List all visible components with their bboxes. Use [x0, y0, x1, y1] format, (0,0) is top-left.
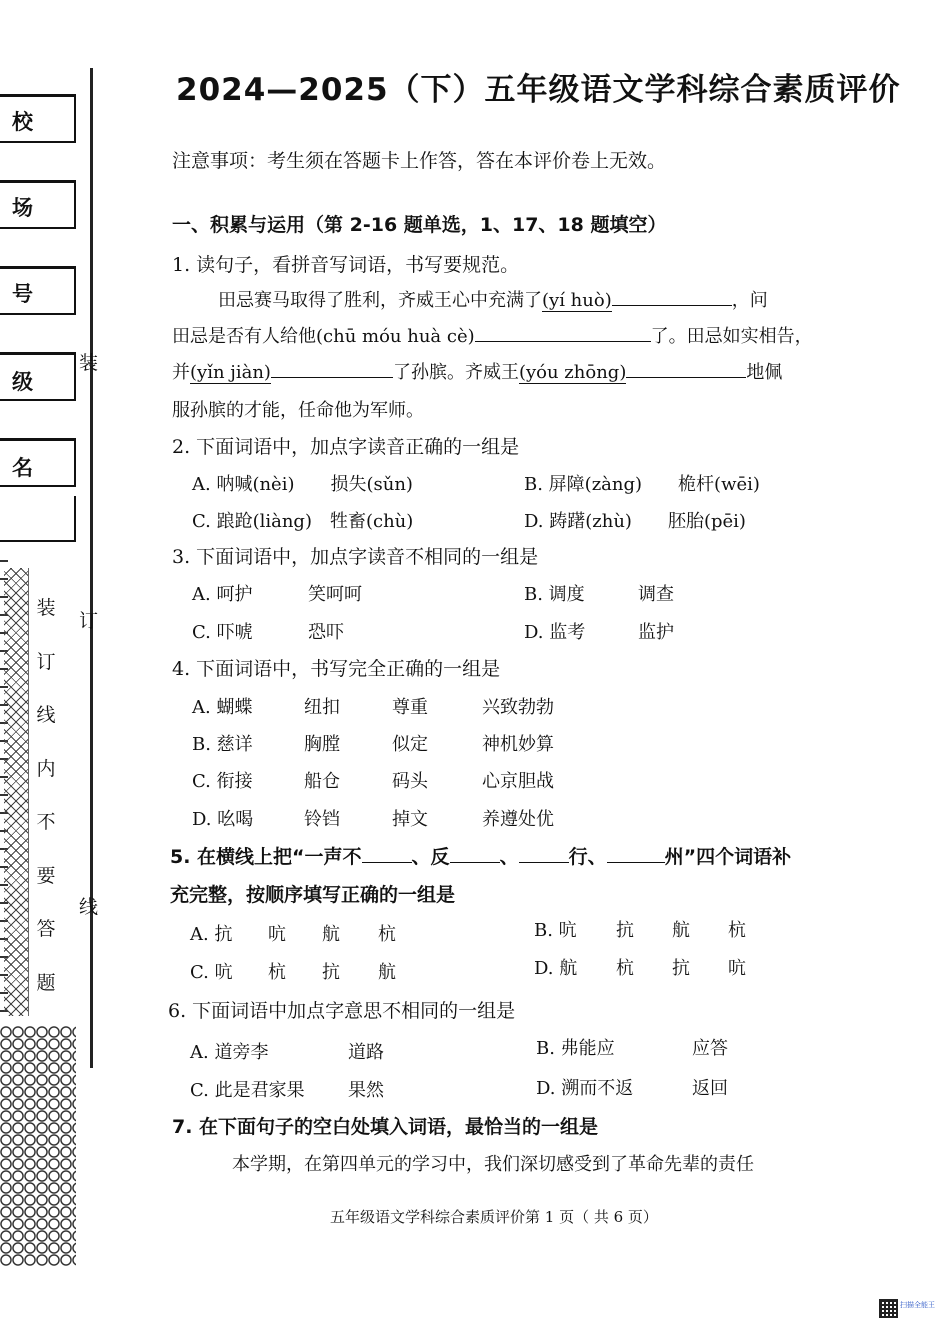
- warning-char: 不: [36, 811, 56, 833]
- q3-option-a[interactable]: A. 呵护: [192, 584, 253, 605]
- q4-stem: 4. 下面词语中，书写完全正确的一组是: [172, 658, 501, 680]
- q6-option-d-word: 返回: [692, 1078, 728, 1099]
- q4-word: 纽扣: [304, 697, 340, 718]
- scanner-brand: 扫描全能王: [900, 1301, 935, 1309]
- q5-char: 抗: [672, 958, 690, 979]
- q5-char: 抗: [322, 962, 340, 983]
- q4-word: 船仓: [304, 771, 340, 792]
- q5-blank-2[interactable]: [450, 844, 500, 863]
- q6-stem: 6. 下面词语中加点字意思不相同的一组是: [168, 1000, 516, 1022]
- q4-word: 尊重: [392, 697, 428, 718]
- warning-char: 订: [36, 650, 56, 673]
- warning-char: 题: [36, 971, 56, 994]
- q4-word: 掉文: [392, 809, 428, 830]
- warning-char: 要: [36, 864, 56, 887]
- q5-option-a[interactable]: A. 抗: [190, 924, 233, 945]
- q5-blank-3[interactable]: [519, 844, 569, 863]
- q5-text: 5. 在横线上把“一声不: [170, 846, 362, 868]
- q4-option-b[interactable]: B. 慈详: [192, 734, 253, 755]
- q4-option-d[interactable]: D. 吆喝: [192, 809, 254, 830]
- q1-line-1: [218, 286, 768, 312]
- q3-option-b-word: 调查: [638, 584, 674, 605]
- q4-word: 似定: [392, 734, 428, 755]
- q1-blank-3[interactable]: [271, 359, 393, 378]
- q5-char: 杭: [616, 958, 634, 979]
- q1-pinyin-4: (yóu zhōng): [518, 362, 627, 383]
- q7-stem: 7. 在下面句子的空白处填入词语，最恰当的一组是: [172, 1116, 599, 1138]
- q2-option-b[interactable]: B. 屏障(zàng) 桅杆(wēi): [524, 474, 760, 495]
- q5-option-d[interactable]: D. 航: [534, 958, 578, 979]
- q5-char: 航: [322, 924, 340, 945]
- page-footer: 五年级语文学科综合素质评价第 1 页（ 共 6 页）: [330, 1208, 658, 1226]
- page-title: 2024—2025（下）五年级语文学科综合素质评价: [176, 72, 901, 108]
- q2-option-c[interactable]: C. 踉跄(liàng) 牲畜(chù): [192, 511, 414, 532]
- q5-stem-line-2: 充完整，按顺序填写正确的一组是: [170, 884, 456, 906]
- q4-word: 兴致勃勃: [482, 697, 554, 718]
- q6-option-a-word: 道路: [348, 1042, 384, 1063]
- q3-stem: 3. 下面词语中，加点字读音不相同的一组是: [172, 546, 539, 568]
- q1-text: ，问: [731, 290, 768, 311]
- notice-text: 注意事项：考生须在答题卡上作答，答在本评价卷上无效。: [172, 150, 667, 172]
- q3-option-c[interactable]: C. 吓唬: [192, 622, 253, 643]
- q5-blank-4[interactable]: [607, 844, 665, 863]
- hexagon-pattern: [0, 1026, 76, 1266]
- lattice-pattern: [4, 568, 29, 1016]
- binding-word-3: 线: [79, 896, 99, 918]
- q6-option-b[interactable]: B. 弗能应: [536, 1038, 615, 1059]
- q2-option-a[interactable]: A. 呐喊(nèi) 损失(sǔn): [192, 474, 413, 495]
- q1-line-2: [172, 322, 813, 348]
- q1-line-4: 服孙膑的才能，任命他为军师。: [172, 400, 424, 421]
- q5-text: 、反: [411, 846, 450, 868]
- q5-char: 吭: [728, 958, 746, 979]
- q1-stem: 1. 读句子，看拼音写词语，书写要规范。: [172, 254, 520, 276]
- q1-line-3: [172, 358, 782, 384]
- q1-blank-2[interactable]: [475, 323, 651, 342]
- q1-text: 并: [172, 362, 190, 383]
- warning-char: 线: [36, 704, 56, 726]
- q1-pinyin-1: (yí huò): [542, 290, 612, 311]
- exam-room-label: 场: [12, 196, 33, 220]
- name-label: 名: [12, 456, 33, 480]
- q5-text: 、: [499, 846, 519, 868]
- q1-pinyin-2: (chū móu huà cè): [316, 326, 475, 347]
- q1-text: 了。田忌如实相告，: [650, 326, 813, 347]
- q5-stem-line-1: [170, 842, 791, 869]
- q4-word: 神机妙算: [482, 734, 554, 755]
- q4-option-a[interactable]: A. 蝴蝶: [192, 697, 253, 718]
- q4-option-c[interactable]: C. 衔接: [192, 771, 253, 792]
- q3-option-b[interactable]: B. 调度: [524, 584, 585, 605]
- q4-word: 胸膛: [304, 734, 340, 755]
- q5-text: 州”四个词语补: [664, 846, 792, 868]
- q2-stem: 2. 下面词语中，加点字读音正确的一组是: [172, 436, 520, 458]
- q7-line: 本学期，在第四单元的学习中，我们深切感受到了革命先辈的责任: [232, 1154, 754, 1175]
- binding-warning: [34, 582, 58, 1010]
- q1-text: 了孙膑。齐威王: [392, 362, 519, 383]
- q5-char: 杭: [728, 920, 746, 941]
- q5-option-c[interactable]: C. 吭: [190, 962, 233, 983]
- q5-text: 行、: [568, 846, 607, 868]
- binding-word-2: 订: [79, 610, 99, 632]
- q3-option-a-word: 笑呵呵: [308, 584, 362, 605]
- q1-text: 地佩: [746, 362, 783, 383]
- q5-char: 航: [378, 962, 396, 983]
- binding-word-1: 装: [79, 352, 99, 374]
- warning-char: 内: [36, 757, 56, 780]
- q4-word: 心京胆战: [482, 771, 554, 792]
- warning-char: 装: [36, 597, 56, 619]
- q1-blank-4[interactable]: [626, 359, 746, 378]
- qr-code-icon: [879, 1299, 898, 1318]
- blank-box: [0, 496, 76, 542]
- section-title: 一、积累与运用（第 2-16 题单选，1、17、18 题填空）: [172, 214, 667, 236]
- q2-option-d[interactable]: D. 踌躇(zhù) 胚胎(pēi): [524, 511, 746, 532]
- q4-word: 码头: [392, 771, 428, 792]
- q4-word: 铃铛: [304, 809, 340, 830]
- q5-char: 杭: [268, 962, 286, 983]
- q3-option-d[interactable]: D. 监考: [524, 622, 586, 643]
- exam-number-label: 号: [12, 282, 33, 306]
- q1-blank-1[interactable]: [612, 287, 732, 306]
- q5-char: 航: [672, 920, 690, 941]
- q5-char: 杭: [378, 924, 396, 945]
- q6-option-c-word: 果然: [348, 1080, 384, 1101]
- q5-char: 抗: [616, 920, 634, 941]
- q5-char: 吭: [268, 924, 286, 945]
- q1-text: 田忌赛马取得了胜利，齐威王心中充满了: [218, 290, 542, 311]
- q6-option-a[interactable]: A. 道旁李: [190, 1042, 269, 1063]
- warning-char: 答: [36, 918, 56, 940]
- q3-option-c-word: 恐吓: [308, 622, 344, 643]
- q3-option-d-word: 监护: [638, 622, 674, 643]
- q4-word: 养遵处优: [482, 809, 554, 830]
- q1-text: 田忌是否有人给他: [172, 326, 316, 347]
- q6-option-d[interactable]: D. 溯而不返: [536, 1078, 634, 1099]
- q5-blank-1[interactable]: [362, 844, 412, 863]
- q6-option-b-word: 应答: [692, 1038, 728, 1059]
- q1-pinyin-3: (yǐn jiàn): [190, 362, 271, 383]
- q5-option-b[interactable]: B. 吭: [534, 920, 577, 941]
- school-label: 校: [12, 110, 33, 134]
- class-label: 级: [12, 370, 33, 394]
- q6-option-c[interactable]: C. 此是君家果: [190, 1080, 305, 1101]
